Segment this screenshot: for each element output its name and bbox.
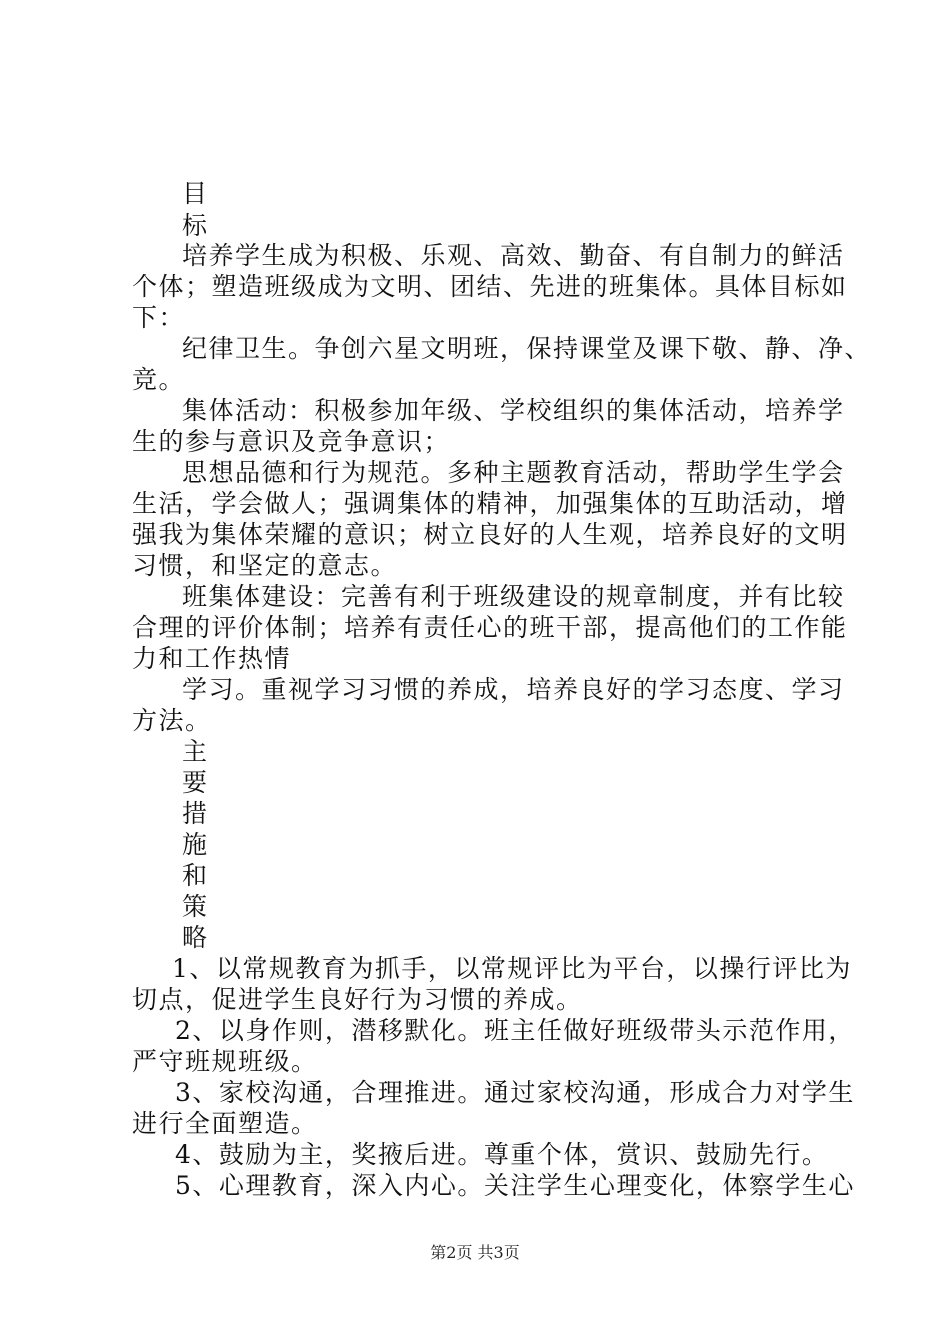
paragraph-line: 习惯，和坚定的意志。 [132, 551, 398, 580]
paragraph-line: 学习。重视学习习惯的养成，培养良好的学习态度、学习 [182, 675, 845, 704]
list-item-line: 4、鼓励为主，奖掖后进。尊重个体，赏识、鼓励先行。 [175, 1140, 829, 1169]
list-item-line: 严守班规班级。 [132, 1047, 318, 1076]
paragraph-line: 纪律卫生。争创六星文明班，保持课堂及课下敬、静、净、 [182, 334, 872, 363]
heading-measures-char: 主 [182, 737, 209, 766]
heading-target-char: 目 [182, 179, 209, 208]
paragraph-line: 竞。 [132, 365, 186, 394]
paragraph-line: 生活，学会做人；强调集体的精神，加强集体的互助活动，增 [132, 489, 848, 518]
paragraph-line: 培养学生成为积极、乐观、高效、勤奋、有自制力的鲜活 [182, 241, 845, 270]
paragraph-line: 下： [132, 303, 186, 332]
list-item-line: 1、以常规教育为抓手，以常规评比为平台，以操行评比为 [172, 954, 852, 983]
paragraph-line: 个体；塑造班级成为文明、团结、先进的班集体。具体目标如 [132, 272, 848, 301]
heading-measures-char: 策 [182, 892, 209, 921]
heading-measures-char: 施 [182, 830, 209, 859]
paragraph-line: 力和工作热情 [132, 644, 292, 673]
list-item-line: 切点，促进学生良好行为习惯的养成。 [132, 985, 583, 1014]
list-item-line: 进行全面塑造。 [132, 1109, 318, 1138]
heading-measures-char: 和 [182, 861, 209, 890]
paragraph-line: 班集体建设：完善有利于班级建设的规章制度，并有比较 [182, 582, 845, 611]
paragraph-line: 强我为集体荣耀的意识；树立良好的人生观，培养良好的文明 [132, 520, 848, 549]
list-item-line: 3、家校沟通，合理推进。通过家校沟通，形成合力对学生 [175, 1078, 855, 1107]
list-item-line: 5、心理教育，深入内心。关注学生心理变化，体察学生心 [175, 1171, 855, 1200]
page-number-footer: 第2页 共3页 [430, 1243, 520, 1262]
paragraph-line: 方法。 [132, 706, 212, 735]
heading-target-char: 标 [182, 211, 209, 240]
paragraph-line: 思想品德和行为规范。多种主题教育活动，帮助学生学会 [182, 458, 845, 487]
heading-measures-char: 措 [182, 799, 209, 828]
heading-measures-char: 略 [182, 923, 209, 952]
list-item-line: 2、以身作则，潜移默化。班主任做好班级带头示范作用， [175, 1016, 855, 1045]
paragraph-line: 合理的评价体制；培养有责任心的班干部，提高他们的工作能 [132, 613, 848, 642]
paragraph-line: 集体活动：积极参加年级、学校组织的集体活动，培养学 [182, 396, 845, 425]
paragraph-line: 生的参与意识及竞争意识； [132, 427, 451, 456]
heading-measures-char: 要 [182, 768, 209, 797]
